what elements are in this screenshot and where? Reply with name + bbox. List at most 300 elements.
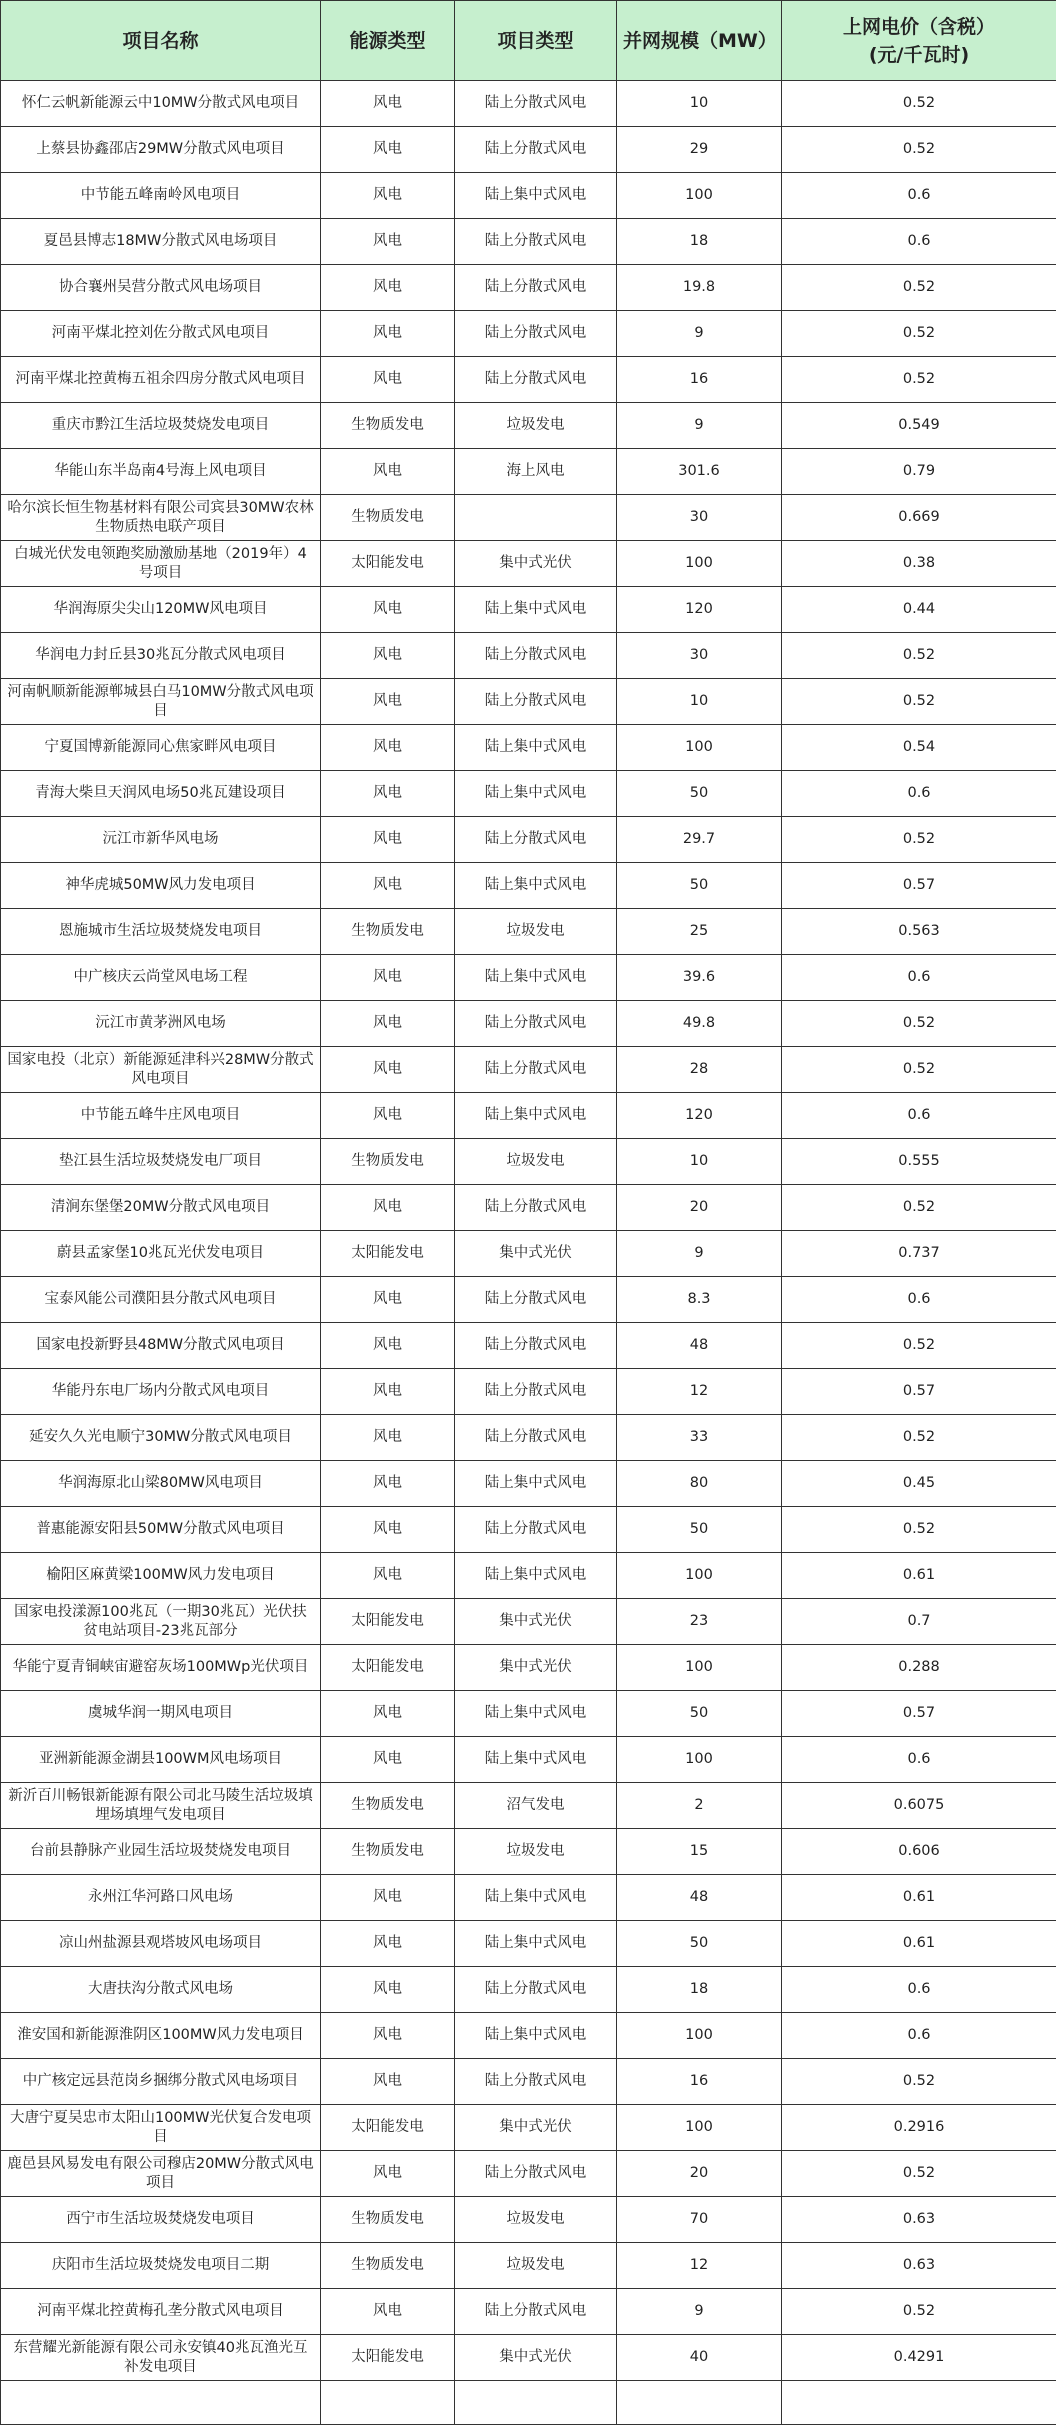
cell-project-type: 陆上分散式风电 [455, 81, 617, 127]
cell-project-type: 陆上集中式风电 [455, 1093, 617, 1139]
cell-capacity: 20 [617, 1185, 782, 1231]
table-row [1, 2289, 1056, 2335]
table-row [1, 311, 1056, 357]
empty-cell [782, 2381, 1056, 2425]
cell-project-type: 集中式光伏 [455, 1645, 617, 1691]
cell-price: 0.63 [782, 2243, 1056, 2289]
cell-capacity: 18 [617, 1967, 782, 2013]
table-row [1, 817, 1056, 863]
cell-capacity: 9 [617, 311, 782, 357]
cell-project-name: 永州江华河路口风电场 [1, 1875, 321, 1921]
cell-project-type: 陆上分散式风电 [455, 2151, 617, 2197]
cell-project-type: 陆上分散式风电 [455, 1967, 617, 2013]
table-row [1, 771, 1056, 817]
cell-capacity: 49.8 [617, 1001, 782, 1047]
cell-price: 0.52 [782, 357, 1056, 403]
cell-energy-type: 风电 [321, 633, 455, 679]
cell-energy-type: 风电 [321, 311, 455, 357]
cell-energy-type: 风电 [321, 1691, 455, 1737]
table-row [1, 1185, 1056, 1231]
table-row [1, 1415, 1056, 1461]
cell-capacity: 20 [617, 2151, 782, 2197]
cell-project-name: 河南平煤北控黄梅孔垄分散式风电项目 [1, 2289, 321, 2335]
cell-energy-type: 太阳能发电 [321, 2105, 455, 2151]
cell-price: 0.52 [782, 679, 1056, 725]
cell-capacity: 100 [617, 725, 782, 771]
cell-project-type: 陆上集中式风电 [455, 725, 617, 771]
cell-capacity: 100 [617, 1737, 782, 1783]
cell-project-type [455, 495, 617, 541]
cell-project-type: 陆上分散式风电 [455, 1277, 617, 1323]
cell-energy-type: 太阳能发电 [321, 1599, 455, 1645]
cell-price: 0.7 [782, 1599, 1056, 1645]
cell-energy-type: 太阳能发电 [321, 1231, 455, 1277]
cell-project-type: 陆上集中式风电 [455, 955, 617, 1001]
cell-project-type: 陆上集中式风电 [455, 1461, 617, 1507]
cell-project-name: 鹿邑县风易发电有限公司穆店20MW分散式风电项目 [1, 2151, 321, 2197]
header-price-line2: (元/千瓦时) [788, 41, 1050, 69]
cell-energy-type: 风电 [321, 2059, 455, 2105]
table-row [1, 587, 1056, 633]
cell-project-name: 华润海原尖尖山120MW风电项目 [1, 587, 321, 633]
cell-project-name: 西宁市生活垃圾焚烧发电项目 [1, 2197, 321, 2243]
cell-capacity: 33 [617, 1415, 782, 1461]
cell-price: 0.54 [782, 725, 1056, 771]
empty-cell [321, 2381, 455, 2425]
cell-capacity: 100 [617, 1645, 782, 1691]
cell-project-type: 海上风电 [455, 449, 617, 495]
cell-capacity: 16 [617, 2059, 782, 2105]
cell-capacity: 18 [617, 219, 782, 265]
cell-price: 0.288 [782, 1645, 1056, 1691]
cell-capacity: 10 [617, 1139, 782, 1185]
cell-capacity: 16 [617, 357, 782, 403]
cell-project-type: 沼气发电 [455, 1783, 617, 1829]
table-row [1, 1369, 1056, 1415]
cell-energy-type: 风电 [321, 1047, 455, 1093]
cell-price: 0.61 [782, 1921, 1056, 1967]
cell-project-type: 陆上集中式风电 [455, 1691, 617, 1737]
table-row [1, 1875, 1056, 1921]
table-row [1, 1645, 1056, 1691]
cell-energy-type: 风电 [321, 1093, 455, 1139]
cell-project-name: 凉山州盐源县观塔坡风电场项目 [1, 1921, 321, 1967]
table-row [1, 2013, 1056, 2059]
cell-project-type: 陆上分散式风电 [455, 1185, 617, 1231]
cell-project-type: 集中式光伏 [455, 541, 617, 587]
cell-project-type: 陆上分散式风电 [455, 679, 617, 725]
cell-capacity: 80 [617, 1461, 782, 1507]
cell-energy-type: 风电 [321, 1185, 455, 1231]
cell-capacity: 12 [617, 2243, 782, 2289]
cell-project-name: 大唐扶沟分散式风电场 [1, 1967, 321, 2013]
cell-project-name: 垫江县生活垃圾焚烧发电厂项目 [1, 1139, 321, 1185]
cell-project-name: 榆阳区麻黄梁100MW风力发电项目 [1, 1553, 321, 1599]
cell-energy-type: 风电 [321, 679, 455, 725]
header-project-name: 项目名称 [1, 1, 321, 81]
cell-capacity: 50 [617, 863, 782, 909]
cell-energy-type: 风电 [321, 725, 455, 771]
table-row [1, 1507, 1056, 1553]
cell-project-name: 华能丹东电厂场内分散式风电项目 [1, 1369, 321, 1415]
cell-price: 0.52 [782, 1507, 1056, 1553]
empty-cell [617, 2381, 782, 2425]
cell-project-name: 虞城华润一期风电项目 [1, 1691, 321, 1737]
cell-capacity: 100 [617, 1553, 782, 1599]
cell-capacity: 100 [617, 2105, 782, 2151]
cell-project-name: 新沂百川畅银新能源有限公司北马陵生活垃圾填埋场填埋气发电项目 [1, 1783, 321, 1829]
cell-price: 0.52 [782, 311, 1056, 357]
cell-capacity: 19.8 [617, 265, 782, 311]
cell-energy-type: 太阳能发电 [321, 541, 455, 587]
cell-price: 0.52 [782, 127, 1056, 173]
table-row [1, 2151, 1056, 2197]
table-row-empty [1, 2381, 1056, 2425]
cell-price: 0.52 [782, 2289, 1056, 2335]
cell-project-name: 中节能五峰牛庄风电项目 [1, 1093, 321, 1139]
cell-capacity: 301.6 [617, 449, 782, 495]
cell-price: 0.45 [782, 1461, 1056, 1507]
cell-price: 0.555 [782, 1139, 1056, 1185]
cell-project-type: 陆上分散式风电 [455, 357, 617, 403]
table-row [1, 2059, 1056, 2105]
cell-capacity: 120 [617, 587, 782, 633]
cell-capacity: 29 [617, 127, 782, 173]
cell-capacity: 9 [617, 2289, 782, 2335]
cell-project-name: 白城光伏发电领跑奖励激励基地（2019年）4号项目 [1, 541, 321, 587]
empty-cell [455, 2381, 617, 2425]
cell-project-type: 陆上集中式风电 [455, 1875, 617, 1921]
cell-project-type: 集中式光伏 [455, 2105, 617, 2151]
cell-project-type: 垃圾发电 [455, 1139, 617, 1185]
cell-energy-type: 风电 [321, 2289, 455, 2335]
cell-project-name: 宝泰风能公司濮阳县分散式风电项目 [1, 1277, 321, 1323]
cell-project-type: 陆上分散式风电 [455, 1047, 617, 1093]
table-row [1, 449, 1056, 495]
cell-capacity: 48 [617, 1875, 782, 1921]
cell-price: 0.52 [782, 1185, 1056, 1231]
cell-energy-type: 生物质发电 [321, 403, 455, 449]
table-row [1, 173, 1056, 219]
cell-energy-type: 生物质发电 [321, 1829, 455, 1875]
cell-project-name: 亚洲新能源金湖县100WM风电场项目 [1, 1737, 321, 1783]
table-row [1, 955, 1056, 1001]
cell-capacity: 23 [617, 1599, 782, 1645]
cell-capacity: 50 [617, 1507, 782, 1553]
cell-price: 0.57 [782, 1691, 1056, 1737]
cell-capacity: 48 [617, 1323, 782, 1369]
cell-project-name: 恩施城市生活垃圾焚烧发电项目 [1, 909, 321, 955]
cell-energy-type: 风电 [321, 587, 455, 633]
cell-price: 0.6 [782, 173, 1056, 219]
cell-capacity: 100 [617, 541, 782, 587]
cell-project-type: 陆上分散式风电 [455, 1323, 617, 1369]
cell-energy-type: 风电 [321, 1507, 455, 1553]
cell-price: 0.606 [782, 1829, 1056, 1875]
cell-energy-type: 风电 [321, 1369, 455, 1415]
cell-project-type: 陆上集中式风电 [455, 771, 617, 817]
cell-price: 0.6 [782, 2013, 1056, 2059]
cell-energy-type: 风电 [321, 2151, 455, 2197]
cell-project-name: 夏邑县博志18MW分散式风电场项目 [1, 219, 321, 265]
cell-energy-type: 风电 [321, 1277, 455, 1323]
cell-project-name: 华能山东半岛南4号海上风电项目 [1, 449, 321, 495]
cell-price: 0.52 [782, 2059, 1056, 2105]
table-row [1, 1921, 1056, 1967]
cell-energy-type: 风电 [321, 1001, 455, 1047]
cell-capacity: 10 [617, 679, 782, 725]
cell-energy-type: 风电 [321, 1323, 455, 1369]
cell-project-name: 哈尔滨长恒生物基材料有限公司宾县30MW农林生物质热电联产项目 [1, 495, 321, 541]
cell-capacity: 2 [617, 1783, 782, 1829]
cell-energy-type: 风电 [321, 357, 455, 403]
cell-price: 0.669 [782, 495, 1056, 541]
cell-project-type: 垃圾发电 [455, 1829, 617, 1875]
table-row [1, 2197, 1056, 2243]
cell-project-name: 国家电投（北京）新能源延津科兴28MW分散式风电项目 [1, 1047, 321, 1093]
table-row [1, 127, 1056, 173]
cell-project-name: 大唐宁夏吴忠市太阳山100MW光伏复合发电项目 [1, 2105, 321, 2151]
cell-energy-type: 生物质发电 [321, 495, 455, 541]
table-row [1, 2335, 1056, 2381]
cell-price: 0.57 [782, 863, 1056, 909]
table-row [1, 1553, 1056, 1599]
cell-project-name: 河南帆顺新能源郸城县白马10MW分散式风电项目 [1, 679, 321, 725]
cell-price: 0.6 [782, 771, 1056, 817]
cell-capacity: 28 [617, 1047, 782, 1093]
table-row [1, 219, 1056, 265]
header-capacity: 并网规模（MW） [617, 1, 782, 81]
table-row [1, 1093, 1056, 1139]
cell-project-name: 河南平煤北控刘佐分散式风电项目 [1, 311, 321, 357]
cell-energy-type: 风电 [321, 817, 455, 863]
cell-price: 0.6 [782, 1967, 1056, 2013]
cell-capacity: 40 [617, 2335, 782, 2381]
cell-project-type: 陆上分散式风电 [455, 219, 617, 265]
cell-energy-type: 风电 [321, 863, 455, 909]
table-row [1, 1967, 1056, 2013]
cell-price: 0.6 [782, 1737, 1056, 1783]
cell-energy-type: 风电 [321, 81, 455, 127]
cell-price: 0.57 [782, 1369, 1056, 1415]
cell-project-type: 陆上集中式风电 [455, 2013, 617, 2059]
table-row [1, 1599, 1056, 1645]
table-row [1, 357, 1056, 403]
cell-energy-type: 风电 [321, 1461, 455, 1507]
cell-price: 0.52 [782, 1323, 1056, 1369]
cell-project-name: 庆阳市生活垃圾焚烧发电项目二期 [1, 2243, 321, 2289]
cell-project-type: 陆上分散式风电 [455, 265, 617, 311]
cell-project-name: 华润电力封丘县30兆瓦分散式风电项目 [1, 633, 321, 679]
table-row [1, 1277, 1056, 1323]
cell-price: 0.52 [782, 817, 1056, 863]
cell-project-type: 垃圾发电 [455, 403, 617, 449]
cell-energy-type: 风电 [321, 127, 455, 173]
cell-price: 0.61 [782, 1875, 1056, 1921]
table-row [1, 265, 1056, 311]
table-row [1, 1323, 1056, 1369]
cell-energy-type: 风电 [321, 1967, 455, 2013]
cell-project-type: 集中式光伏 [455, 2335, 617, 2381]
cell-project-name: 怀仁云帆新能源云中10MW分散式风电项目 [1, 81, 321, 127]
cell-project-name: 河南平煤北控黄梅五祖余四房分散式风电项目 [1, 357, 321, 403]
cell-project-name: 神华虎城50MW风力发电项目 [1, 863, 321, 909]
table-row [1, 403, 1056, 449]
table-row [1, 2243, 1056, 2289]
cell-project-type: 陆上分散式风电 [455, 127, 617, 173]
cell-price: 0.52 [782, 1001, 1056, 1047]
cell-project-name: 宁夏国博新能源同心焦家畔风电项目 [1, 725, 321, 771]
header-row [1, 1, 1056, 81]
cell-price: 0.549 [782, 403, 1056, 449]
cell-project-type: 陆上集中式风电 [455, 587, 617, 633]
cell-energy-type: 风电 [321, 771, 455, 817]
cell-energy-type: 风电 [321, 1921, 455, 1967]
table-row [1, 2105, 1056, 2151]
cell-price: 0.2916 [782, 2105, 1056, 2151]
cell-project-name: 重庆市黔江生活垃圾焚烧发电项目 [1, 403, 321, 449]
table-row [1, 1001, 1056, 1047]
header-project-type: 项目类型 [455, 1, 617, 81]
cell-capacity: 50 [617, 1691, 782, 1737]
table-row [1, 1737, 1056, 1783]
cell-project-type: 陆上分散式风电 [455, 1507, 617, 1553]
empty-cell [1, 2381, 321, 2425]
cell-price: 0.52 [782, 265, 1056, 311]
cell-capacity: 9 [617, 403, 782, 449]
cell-energy-type: 风电 [321, 1875, 455, 1921]
cell-project-name: 国家电投漾源100兆瓦（一期30兆瓦）光伏扶贫电站项目-23兆瓦部分 [1, 1599, 321, 1645]
cell-project-name: 协合襄州吴营分散式风电场项目 [1, 265, 321, 311]
table-row [1, 1783, 1056, 1829]
cell-energy-type: 生物质发电 [321, 2197, 455, 2243]
cell-project-type: 集中式光伏 [455, 1599, 617, 1645]
cell-project-name: 蔚县孟家堡10兆瓦光伏发电项目 [1, 1231, 321, 1277]
cell-project-type: 垃圾发电 [455, 2243, 617, 2289]
cell-project-name: 东营耀光新能源有限公司永安镇40兆瓦渔光互补发电项目 [1, 2335, 321, 2381]
cell-project-type: 集中式光伏 [455, 1231, 617, 1277]
cell-price: 0.61 [782, 1553, 1056, 1599]
cell-project-type: 陆上分散式风电 [455, 1001, 617, 1047]
cell-energy-type: 生物质发电 [321, 1783, 455, 1829]
cell-energy-type: 风电 [321, 449, 455, 495]
cell-energy-type: 太阳能发电 [321, 2335, 455, 2381]
table-row [1, 495, 1056, 541]
cell-price: 0.6 [782, 1093, 1056, 1139]
cell-project-name: 华能宁夏青铜峡宙避窑灰场100MWp光伏项目 [1, 1645, 321, 1691]
cell-price: 0.4291 [782, 2335, 1056, 2381]
cell-price: 0.737 [782, 1231, 1056, 1277]
cell-project-name: 沅江市黄茅洲风电场 [1, 1001, 321, 1047]
table-row [1, 1461, 1056, 1507]
cell-project-name: 清涧东堡堡20MW分散式风电项目 [1, 1185, 321, 1231]
cell-project-type: 陆上分散式风电 [455, 633, 617, 679]
table-row [1, 679, 1056, 725]
cell-project-type: 陆上集中式风电 [455, 173, 617, 219]
cell-project-name: 普惠能源安阳县50MW分散式风电项目 [1, 1507, 321, 1553]
cell-capacity: 10 [617, 81, 782, 127]
cell-capacity: 8.3 [617, 1277, 782, 1323]
cell-capacity: 120 [617, 1093, 782, 1139]
cell-project-name: 中广核定远县范岗乡捆绑分散式风电场项目 [1, 2059, 321, 2105]
cell-project-type: 陆上集中式风电 [455, 1921, 617, 1967]
table-row [1, 1139, 1056, 1185]
cell-capacity: 29.7 [617, 817, 782, 863]
cell-project-type: 陆上分散式风电 [455, 817, 617, 863]
cell-energy-type: 生物质发电 [321, 2243, 455, 2289]
cell-energy-type: 风电 [321, 265, 455, 311]
cell-energy-type: 风电 [321, 173, 455, 219]
cell-project-type: 陆上集中式风电 [455, 863, 617, 909]
cell-price: 0.52 [782, 633, 1056, 679]
header-price [782, 1, 1056, 81]
table-row [1, 1047, 1056, 1093]
cell-project-name: 华润海原北山梁80MW风电项目 [1, 1461, 321, 1507]
cell-energy-type: 风电 [321, 1415, 455, 1461]
cell-project-type: 陆上分散式风电 [455, 2289, 617, 2335]
cell-project-name: 青海大柴旦天润风电场50兆瓦建设项目 [1, 771, 321, 817]
cell-project-name: 淮安国和新能源淮阴区100MW风力发电项目 [1, 2013, 321, 2059]
cell-energy-type: 风电 [321, 219, 455, 265]
cell-energy-type: 风电 [321, 1737, 455, 1783]
cell-project-type: 陆上分散式风电 [455, 1369, 617, 1415]
cell-project-type: 垃圾发电 [455, 909, 617, 955]
table-row [1, 541, 1056, 587]
cell-price: 0.63 [782, 2197, 1056, 2243]
cell-price: 0.52 [782, 1047, 1056, 1093]
cell-price: 0.52 [782, 2151, 1056, 2197]
table-row [1, 725, 1056, 771]
cell-capacity: 12 [617, 1369, 782, 1415]
table-row [1, 1691, 1056, 1737]
cell-project-name: 延安久久光电顺宁30MW分散式风电项目 [1, 1415, 321, 1461]
cell-price: 0.52 [782, 1415, 1056, 1461]
cell-project-name: 中广核庆云尚堂风电场工程 [1, 955, 321, 1001]
cell-project-name: 上蔡县协鑫邵店29MW分散式风电项目 [1, 127, 321, 173]
cell-price: 0.44 [782, 587, 1056, 633]
cell-project-name: 国家电投新野县48MW分散式风电项目 [1, 1323, 321, 1369]
cell-price: 0.79 [782, 449, 1056, 495]
header-energy-type: 能源类型 [321, 1, 455, 81]
table-row [1, 633, 1056, 679]
cell-project-type: 陆上集中式风电 [455, 1737, 617, 1783]
table-row [1, 863, 1056, 909]
cell-project-type: 垃圾发电 [455, 2197, 617, 2243]
cell-price: 0.38 [782, 541, 1056, 587]
cell-capacity: 100 [617, 2013, 782, 2059]
cell-capacity: 25 [617, 909, 782, 955]
cell-price: 0.52 [782, 81, 1056, 127]
table-row [1, 81, 1056, 127]
cell-price: 0.6 [782, 219, 1056, 265]
table-row [1, 909, 1056, 955]
cell-capacity: 30 [617, 633, 782, 679]
cell-project-type: 陆上分散式风电 [455, 1415, 617, 1461]
cell-energy-type: 生物质发电 [321, 1139, 455, 1185]
cell-project-name: 中节能五峰南岭风电项目 [1, 173, 321, 219]
cell-energy-type: 风电 [321, 1553, 455, 1599]
cell-capacity: 9 [617, 1231, 782, 1277]
cell-capacity: 30 [617, 495, 782, 541]
header-price-line1: 上网电价（含税） [788, 13, 1050, 41]
cell-energy-type: 太阳能发电 [321, 1645, 455, 1691]
cell-energy-type: 生物质发电 [321, 909, 455, 955]
table-row [1, 1829, 1056, 1875]
cell-capacity: 50 [617, 1921, 782, 1967]
cell-price: 0.6075 [782, 1783, 1056, 1829]
cell-project-type: 陆上分散式风电 [455, 311, 617, 357]
table-row [1, 1231, 1056, 1277]
